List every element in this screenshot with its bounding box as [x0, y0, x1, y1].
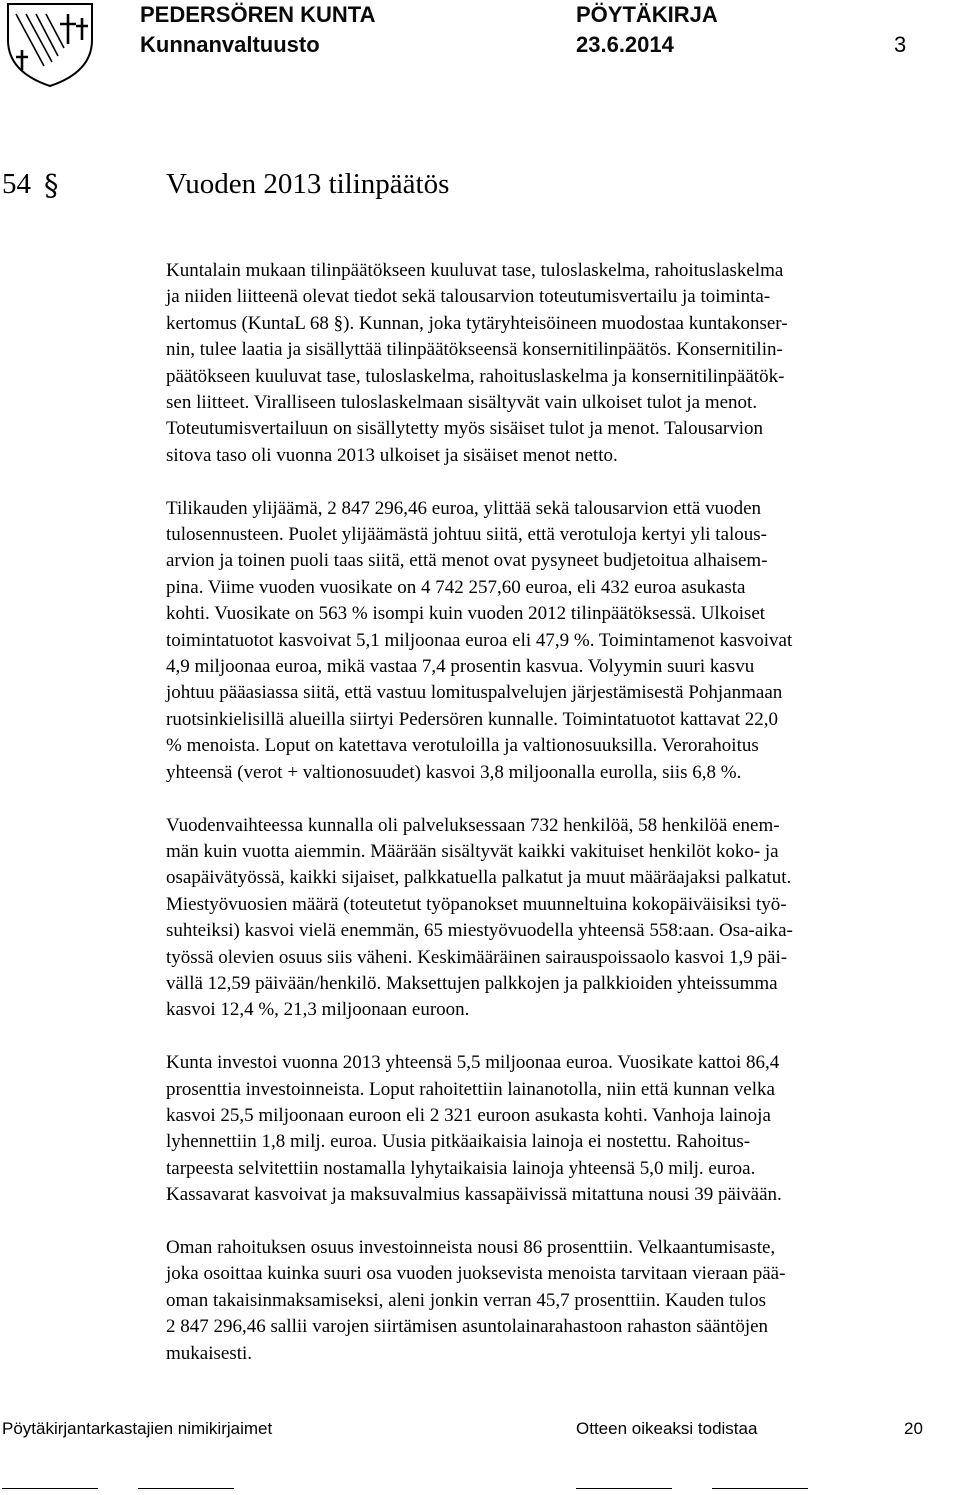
paragraph: Tilikauden ylijäämä, 2 847 296,46 euroa, ylittää sekä talousarvion että vuoden tulosennusteen. Puolet ylijäämästä johtuu siitä, että verotuloja kertyi yli talous- arvion ja toinen puoli taas siitä, että menot ovat pysyneet budjetoitua alhaisem- pina. Viime vuoden vuosikate on 4 742 257,60 euroa, eli 432 euroa asukasta kohti. Vuosikate on 563 % isompi kuin vuoden 2012 tilinpäätöksessä. Ulkoiset toimintatuotot kasvoivat 5,1 miljoonaa euroa eli 47,9 %. Toimintamenot kasvoivat 4,9 miljoonaa euroa, mikä vastaa 7,4 prosentin kasvua. Volyymin suuri kasvu johtuu pääasiassa siitä, että vastuu lomituspalvelujen järjestämisestä Pohjanmaan ruotsinkielisillä alueilla siirtyi Pedersören kunnalle. Toimintatuotot kattavat 22,0 % menoista. Loput on katettava verotuloilla ja valtionosuuksilla. Verorahoitus yhteensä (verot + valtionosuudet) kasvoi 3,8 miljoonalla eurolla, siis 6,8 %.: [166, 497, 793, 783]
signature-line: [2, 1488, 98, 1489]
municipal-crest-logo: [0, 0, 100, 90]
municipality-name: PEDERSÖREN KUNTA: [140, 2, 376, 27]
governing-body: Kunnanvaltuusto: [140, 32, 320, 57]
footer-certification-label: Otteen oikeaksi todistaa: [576, 1419, 758, 1438]
page-number: 3: [894, 32, 907, 57]
paragraph: Kunta investoi vuonna 2013 yhteensä 5,5 miljoonaa euroa. Vuosikate kattoi 86,4 prosenttia investoinneista. Loput rahoitettiin lainanotolla, niin että kunnan velka kasvoi 25,5 miljoonaan euroon eli 2 321 euroon asukasta kohti. Vanhoja lainoja lyhennettiin 1,8 milj. euroa. Uusia pitkäaikaisia lainoja ei nostettu. Rahoitus- tarpeesta selvitettiin nostamalla lyhytaikaisia lainoja yhteensä 5,0 milj. euroa. Kassavarat kasvoivat ja maksuvalmius kassapäivissä mitattuna nousi 39 päivään.: [166, 1052, 782, 1206]
section-number: 54: [2, 168, 31, 200]
section-sign: §: [44, 168, 59, 202]
signature-line: [576, 1488, 672, 1489]
footer-initials-label: Pöytäkirjantarkastajien nimikirjaimet: [2, 1419, 273, 1438]
body-text: [166, 258, 906, 1393]
signature-line: [712, 1488, 808, 1489]
section-title: Vuoden 2013 tilinpäätös: [166, 168, 450, 200]
document-type: PÖYTÄKIRJA: [576, 2, 718, 27]
meeting-date: 23.6.2014: [576, 32, 674, 57]
signature-line: [138, 1488, 234, 1489]
paragraph: Oman rahoituksen osuus investoinneista nousi 86 prosenttiin. Velkaantumisaste, joka osoittaa kuinka suuri osa vuoden juoksevista menoista tarvitaan vieraan pää- oman takaisinmaksamiseksi, aleni jonkin verran 45,7 prosenttiin. Kauden tulos 2 847 296,46 sallii varojen siirtämisen asuntolainarahastoon rahaston sääntöjen mukaisesti.: [166, 1236, 786, 1364]
paragraph: Vuodenvaihteessa kunnalla oli palveluksessaan 732 henkilöä, 58 henkilöä enem- män kuin vuotta aiemmin. Määrään sisältyvät kaikki vakituiset henkilöt koko- ja osapäivätyössä, kaikki sijaiset, palkkatuella palkatut ja muut määräajaksi palkatut. Miestyövuosien määrä (toteutetut työpanokset muunneltuina kokopäiväisiksi työ- suhteiksi) kasvoi vielä enemmän, 65 miestyövuodella yhteensä 558:aan. Osa-aika- työssä olevien osuus siis väheni. Keskimääräinen sairauspoissaolo kasvoi 1,9 päi- vällä 12,59 päivään/henkilö. Maksettujen palkkojen ja palkkioiden yhteissumma kasvoi 12,4 %, 21,3 miljoonaan euroon.: [166, 814, 793, 1021]
footer-page-number: 20: [904, 1419, 923, 1438]
paragraph: Kuntalain mukaan tilinpäätökseen kuuluvat tase, tuloslaskelma, rahoituslaskelma ja niiden liitteenä olevat tiedot sekä talousarvion toteutumisvertailu ja toiminta- kertomus (KuntaL 68 §). Kunnan, joka tytäryhteisöineen muodostaa kuntakonser- nin, tulee laatia ja sisällyttää tilinpäätökseensä konsernitilinpäätös. Konsernitilin- päätökseen kuuluvat tase, tuloslaskelma, rahoituslaskelma ja konsernitilinpäätök- sen liitteet. Viralliseen tuloslaskelmaan sisältyvät vain ulkoiset tulot ja menot. Toteutumisvertailuun on sisällytetty myös sisäiset tulot ja menot. Talousarvion sitova taso oli vuonna 2013 ulkoiset ja sisäiset menot netto.: [166, 260, 788, 466]
